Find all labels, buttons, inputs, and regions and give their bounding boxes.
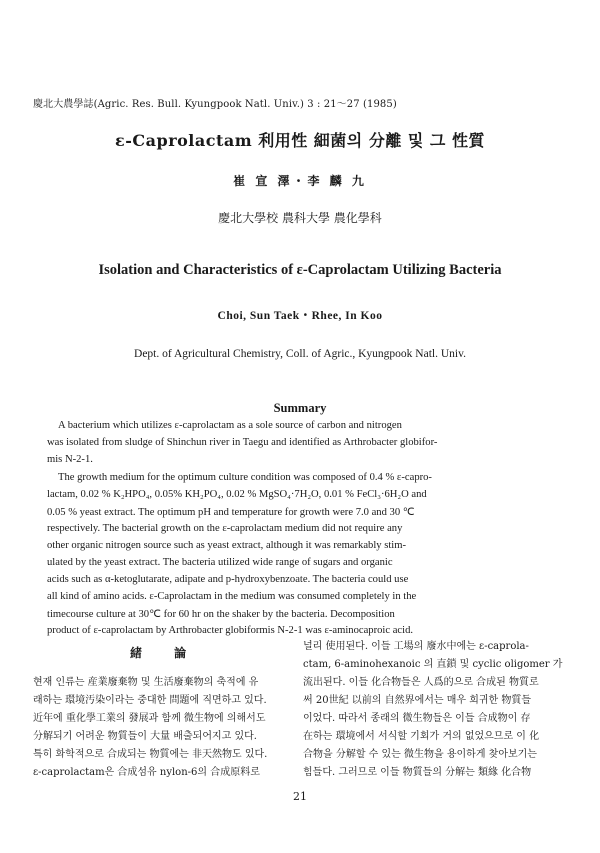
intro-right-line: 널리 使用된다. 이들 工場의 廢水中에는 ε-caprola- xyxy=(303,641,529,652)
summary-line: ulated by the yeast extract. The bacteria utilized wide range of sugars and organic xyxy=(47,557,393,568)
intro-right-line: 힘들다. 그러므로 이들 物質들의 分解는 類緣 化合物 xyxy=(303,767,532,778)
intro-right-line: 써 20世紀 以前의 自然界에서는 매우 희귀한 物質들 xyxy=(303,695,532,706)
english-authors: Choi, Sun Taek・Rhee, In Koo xyxy=(217,310,383,322)
summary-line: A bacterium which utilizes ε-caprolactam as a sole source of carbon and nitrogen xyxy=(58,420,402,431)
korean-affiliation: 慶北大學校 農科大學 農化學科 xyxy=(218,211,382,225)
summary-line: other organic nitrogen source such as yeast extract, although it was remarkably stim- xyxy=(47,540,406,551)
summary-line: lactam, 0.02 % K₂HPO₄, 0.05% KH₂PO₄, 0.02 % MgSO₄·7H₂O, 0.01 % FeCl₃·6H₂O and xyxy=(47,489,427,500)
intro-left-line: 현재 인류는 産業廢棄物 및 生活廢棄物의 축적에 유 xyxy=(33,677,259,688)
summary-line: The growth medium for the optimum culture condition was composed of 0.4 % ε-capro- xyxy=(58,472,432,483)
summary-line: timecourse culture at 30℃ for 60 hr on the shaker by the bacteria. Decomposition xyxy=(47,609,395,620)
intro-right-line: 合物을 分解할 수 있는 微生物을 용이하게 찾아보기는 xyxy=(303,749,537,760)
page-number: 21 xyxy=(293,790,307,803)
summary-line: respectively. The bacterial growth on the ε-caprolactam medium did not require any xyxy=(47,523,403,534)
intro-left-line: 특히 화학적으로 合成되는 物質에는 非天然物도 있다. xyxy=(33,749,268,760)
summary-line: 0.05 % yeast extract. The optimum pH and temperature for growth were 7.0 and 30 ℃ xyxy=(47,507,415,518)
introduction-heading: 緒 論 xyxy=(130,646,201,660)
intro-right-line: 在하는 環境에서 서식할 기회가 거의 없었으므로 이 化 xyxy=(303,731,540,742)
korean-authors: 崔 宣 澤・李 麟 九 xyxy=(233,174,367,188)
intro-left-line: 래하는 環境汚染이라는 중대한 問題에 직면하고 있다. xyxy=(33,695,267,706)
summary-line: product of ε-caprolactam by Arthrobacter globiformis N-2-1 was ε-aminocaproic acid. xyxy=(47,625,414,636)
intro-left-line: 分解되기 어려운 物質들이 大量 배출되어지고 있다. xyxy=(33,731,257,742)
intro-right-line: 流出된다. 이들 化合物들은 人爲的으로 合成된 物質로 xyxy=(303,677,539,688)
intro-right-line: ctam, 6-aminohexanoic 의 直鎖 및 cyclic oligomer 가 xyxy=(303,659,563,670)
journal-citation: 慶北大農學誌(Agric. Res. Bull. Kyungpook Natl. Univ.) 3 : 21～27 (1985) xyxy=(33,99,397,110)
intro-left-line: ε-caprolactam은 合成섬유 nylon-6의 合成原料로 xyxy=(33,767,260,778)
summary-line: all kind of amino acids. ε-Caprolactam in the medium was consumed completely in the xyxy=(47,591,417,602)
intro-left-line: 近年에 重化學工業의 發展과 함께 微生物에 의해서도 xyxy=(33,713,266,724)
intro-right-line: 이었다. 따라서 종래의 微生物들은 이들 合成物이 存 xyxy=(303,713,531,724)
korean-title: ε-Caprolactam 利用性 細菌의 分離 및 그 性質 xyxy=(115,131,485,150)
summary-line: mis N-2-1. xyxy=(47,454,93,465)
english-title: Isolation and Characteristics of ε-Caprolactam Utilizing Bacteria xyxy=(98,262,502,278)
summary-line: acids such as α-ketoglutarate, adipate and p-hydroxybenzoate. The bacteria could use xyxy=(47,574,409,585)
summary-line: was isolated from sludge of Shinchun river in Taegu and identified as Arthrobacter globifor- xyxy=(47,437,438,448)
summary-heading: Summary xyxy=(273,401,327,415)
english-affiliation: Dept. of Agricultural Chemistry, Coll. of Agric., Kyungpook Natl. Univ. xyxy=(134,348,466,360)
